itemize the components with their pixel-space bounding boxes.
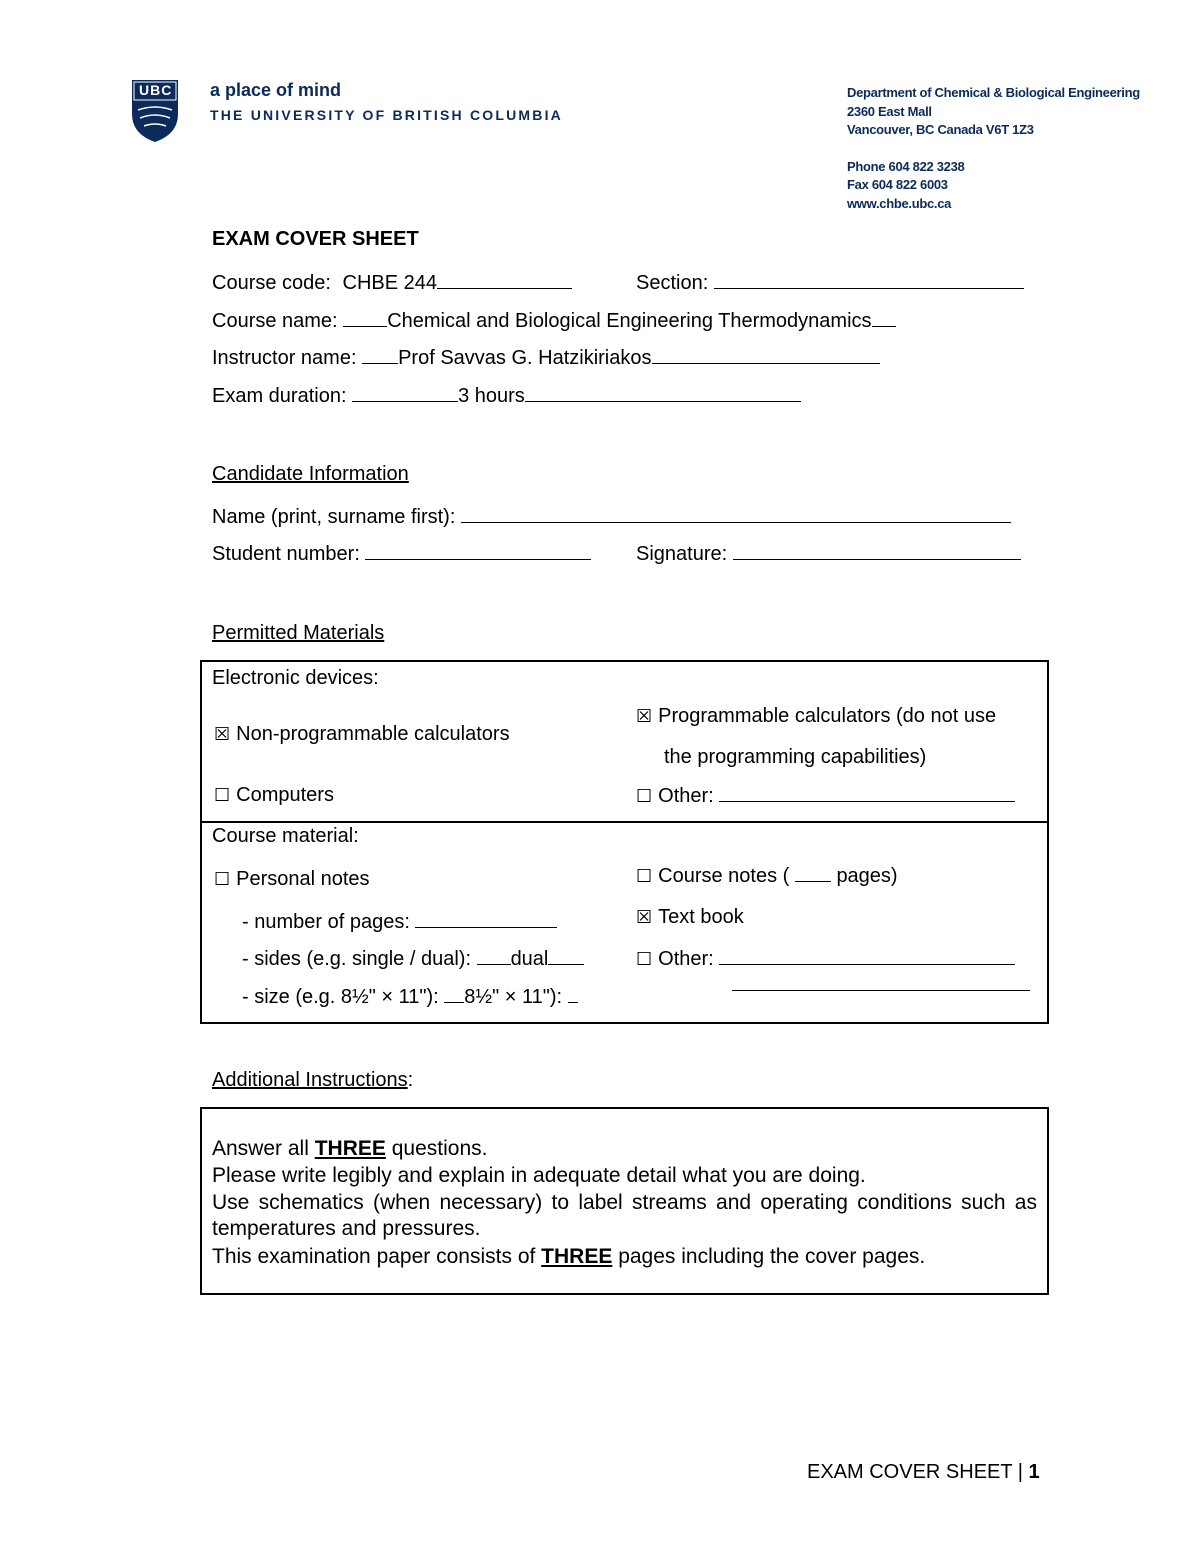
permitted-heading: Permitted Materials xyxy=(212,622,385,644)
instruction-line-4 xyxy=(212,1244,925,1270)
course-code-value: CHBE 244 xyxy=(342,272,438,294)
course-notes-option[interactable] xyxy=(636,863,898,889)
section-row xyxy=(636,270,1024,295)
instructor-label: Instructor name: xyxy=(212,347,357,369)
additional-heading-colon: : xyxy=(407,1069,414,1091)
text-book-option[interactable] xyxy=(636,905,744,930)
instruction-1c: questions. xyxy=(385,1137,488,1160)
prog-calc-label-line2: the programming capabilities) xyxy=(664,746,927,768)
pages-field[interactable] xyxy=(415,909,557,928)
candidate-name-field[interactable] xyxy=(461,504,1011,523)
size-label: - size (e.g. 8½" × 11"): xyxy=(242,986,439,1008)
other-electronic-option[interactable] xyxy=(636,783,1015,809)
exam-duration-label: Exam duration: xyxy=(212,385,347,407)
checked-box-icon[interactable]: ☒ xyxy=(636,907,653,928)
instruction-4a: This examination paper consists of xyxy=(212,1245,542,1268)
sides-row xyxy=(242,946,584,971)
pages-label: - number of pages: xyxy=(242,911,410,933)
instruction-line-1 xyxy=(212,1136,487,1162)
sides-value: dual xyxy=(510,948,549,970)
footer-text: EXAM COVER SHEET | xyxy=(807,1461,1029,1483)
personal-notes-option[interactable] xyxy=(214,867,370,892)
candidate-name-row xyxy=(212,504,1011,529)
university-name: THE UNIVERSITY OF BRITISH COLUMBIA xyxy=(210,107,563,123)
prog-calc-label: Programmable calculators (do not use xyxy=(658,705,997,727)
text-book-label: Text book xyxy=(658,906,744,928)
exam-duration-value: 3 hours xyxy=(458,385,525,407)
checked-box-icon[interactable]: ☒ xyxy=(636,706,653,727)
department-info xyxy=(847,84,1140,213)
instruction-1a: Answer all xyxy=(212,1137,315,1160)
unchecked-box-icon[interactable]: ☐ xyxy=(636,786,653,807)
nonprog-calc-label: Non-programmable calculators xyxy=(236,723,510,745)
student-number-label: Student number: xyxy=(212,543,360,565)
other-course-field-line2[interactable] xyxy=(732,990,1030,991)
signature-label: Signature: xyxy=(636,543,728,565)
other-course-label: Other: xyxy=(658,948,714,970)
unchecked-box-icon[interactable]: ☐ xyxy=(214,869,231,890)
computers-option[interactable] xyxy=(214,783,334,808)
course-material-heading: Course material: xyxy=(212,825,359,847)
course-name-value: Chemical and Biological Engineering Thermodynamics xyxy=(387,310,872,332)
page-footer xyxy=(807,1460,1040,1484)
course-notes-label-a: Course notes ( xyxy=(658,865,790,887)
other-course-field[interactable] xyxy=(719,946,1015,965)
candidate-heading: Candidate Information xyxy=(212,463,409,485)
personal-notes-label: Personal notes xyxy=(236,868,370,890)
unchecked-box-icon[interactable]: ☐ xyxy=(214,785,231,806)
exam-duration-row xyxy=(212,383,801,408)
checked-box-icon[interactable]: ☒ xyxy=(214,724,231,745)
size-value: 8½" × 11"): xyxy=(464,986,563,1008)
department-address-2: Vancouver, BC Canada V6T 1Z3 xyxy=(847,122,1034,137)
pages-row xyxy=(242,909,557,934)
instructor-row xyxy=(212,345,880,370)
instruction-line-2: Please write legibly and explain in adequate detail what you are doing. xyxy=(212,1164,866,1187)
section-label: Section: xyxy=(636,272,709,294)
candidate-name-label: Name (print, surname first): xyxy=(212,506,456,528)
department-name: Department of Chemical & Biological Engineering xyxy=(847,85,1140,100)
instruction-4b: THREE xyxy=(541,1245,613,1268)
page-number: 1 xyxy=(1028,1461,1040,1483)
sides-label: - sides (e.g. single / dual): xyxy=(242,948,471,970)
signature-row xyxy=(636,541,1021,566)
logo-text: UBC xyxy=(139,82,173,98)
course-name-label: Course name: xyxy=(212,310,338,332)
department-fax: Fax 604 822 6003 xyxy=(847,177,948,192)
signature-field[interactable] xyxy=(733,541,1021,560)
course-code-row xyxy=(212,270,572,295)
nonprog-calc-option[interactable] xyxy=(214,722,510,747)
course-code-field[interactable] xyxy=(437,270,572,289)
tagline: a place of mind xyxy=(210,80,342,100)
computers-label: Computers xyxy=(236,784,334,806)
additional-heading-row xyxy=(212,1068,413,1092)
instruction-4c: pages including the cover pages. xyxy=(612,1245,926,1268)
department-address-1: 2360 East Mall xyxy=(847,103,932,119)
unchecked-box-icon[interactable]: ☐ xyxy=(636,866,653,887)
additional-heading: Additional Instructions xyxy=(212,1069,408,1091)
course-name-row xyxy=(212,308,896,333)
student-number-row xyxy=(212,541,591,566)
other-electronic-field[interactable] xyxy=(719,783,1015,802)
unchecked-box-icon[interactable]: ☐ xyxy=(636,949,653,970)
section-field[interactable] xyxy=(714,270,1024,289)
instruction-line-3: Use schematics (when necessary) to label streams and operating conditions such as temperatures and pressures. xyxy=(212,1191,1037,1240)
ubc-logo xyxy=(130,78,180,144)
department-phone: Phone 604 822 3238 xyxy=(847,158,965,174)
other-electronic-label: Other: xyxy=(658,785,714,807)
course-notes-pages-field[interactable] xyxy=(795,863,831,882)
department-website: www.chbe.ubc.ca xyxy=(847,195,952,211)
course-code-label: Course code: xyxy=(212,272,331,294)
instruction-1b: THREE xyxy=(314,1137,386,1160)
page-title: EXAM COVER SHEET xyxy=(212,228,419,250)
prog-calc-option[interactable] xyxy=(636,704,996,729)
electronic-heading: Electronic devices: xyxy=(212,667,379,689)
size-row xyxy=(242,984,578,1009)
student-number-field[interactable] xyxy=(365,541,591,560)
other-course-option[interactable] xyxy=(636,946,1015,972)
course-notes-label-b: pages) xyxy=(836,865,898,887)
instructor-value: Prof Savvas G. Hatzikiriakos xyxy=(398,347,652,369)
